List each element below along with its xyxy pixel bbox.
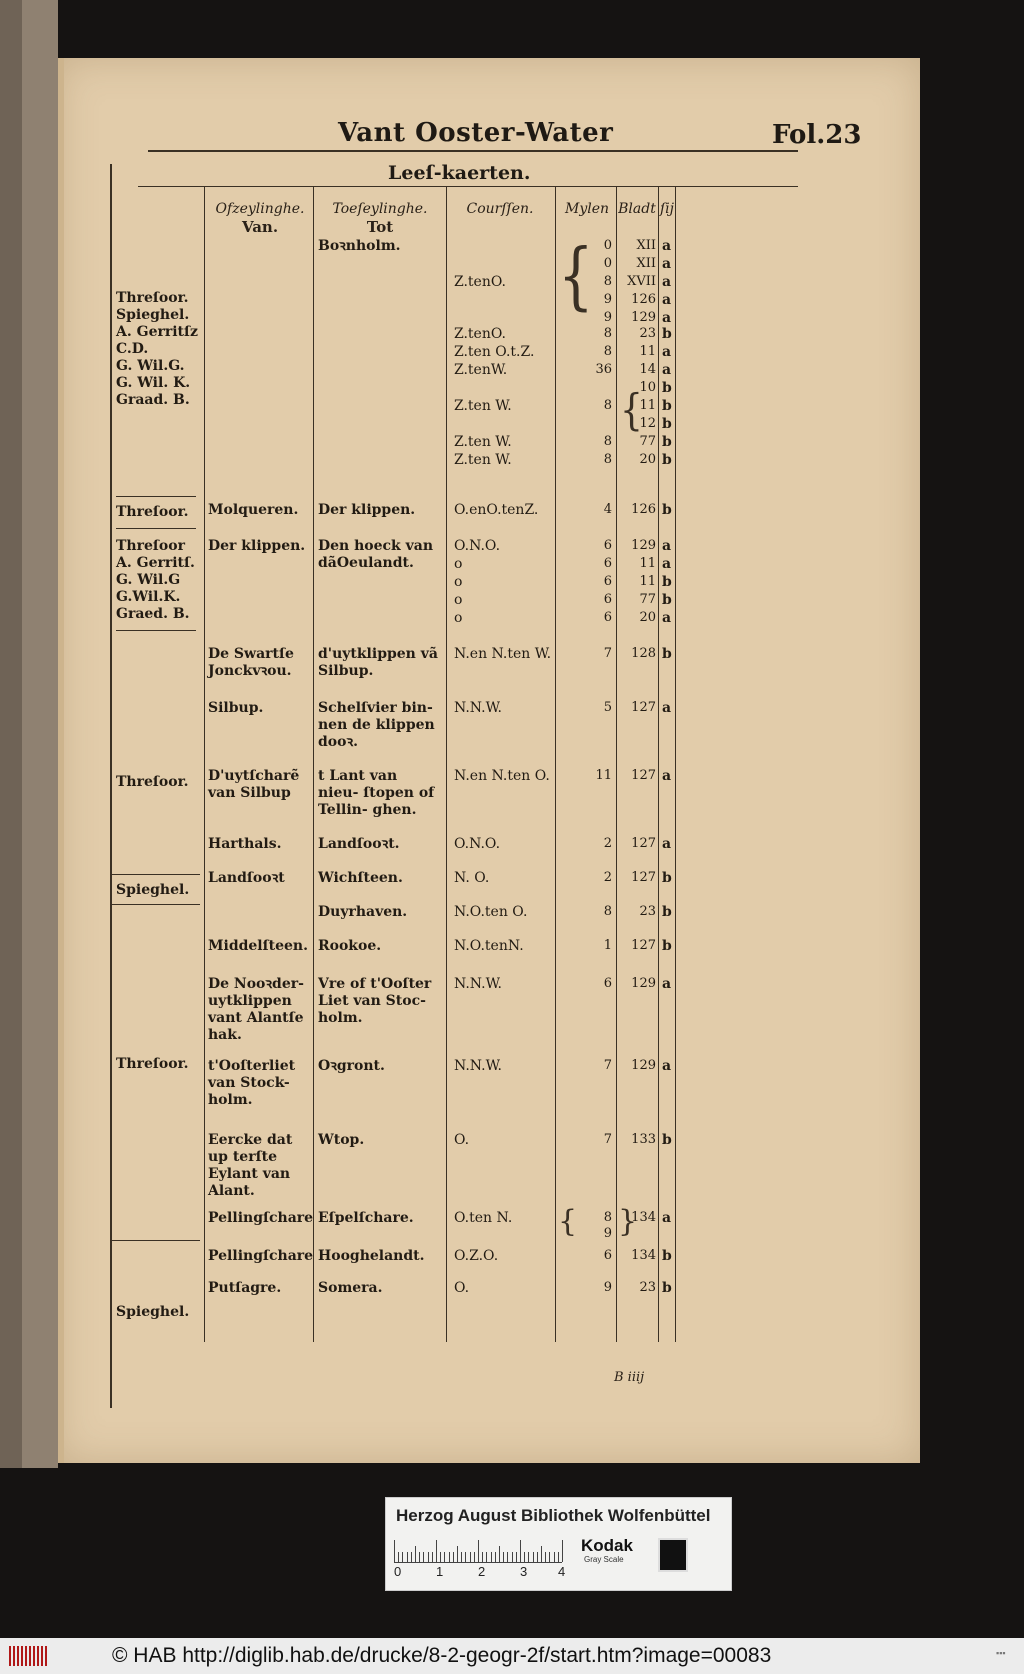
cell-side: a xyxy=(662,1210,672,1226)
cell-sheet: 11 xyxy=(639,556,656,571)
ruler-tick xyxy=(541,1546,542,1562)
cell-course: Z.tenW. xyxy=(454,362,508,378)
cell-course: O. xyxy=(454,1280,470,1296)
ruler-tick xyxy=(461,1552,462,1562)
cell-course: o xyxy=(454,592,463,608)
cell-sheet: 126 xyxy=(631,292,656,307)
col-head-to: Toeſeylinghe. Tot xyxy=(332,201,428,236)
cell-side: a xyxy=(662,274,672,290)
cell-sheet: 126 xyxy=(631,502,656,517)
cell-sheet: 128 xyxy=(631,646,656,661)
cell-side: a xyxy=(662,538,672,554)
cell-sheet: 134 xyxy=(631,1210,656,1225)
cell-to: Den hoeck van dãOeulandt. xyxy=(318,538,434,571)
ruler-tick xyxy=(423,1552,424,1562)
author-block-6: Threſoor. xyxy=(116,1056,189,1072)
cell-sheet: 127 xyxy=(631,768,656,783)
cell-to: Boꝛnholm. xyxy=(318,238,401,254)
cell-from: Landſooꝛt xyxy=(208,870,285,886)
cell-miles: 8 xyxy=(603,904,612,919)
author-block-7: Spieghel. xyxy=(116,1304,190,1320)
book-page: Vant Ooster-Water Fol.23 Leeſ-kaerten. Ofzeylinghe. Van. Toeſeylinghe. Tot Courſſen. Mylen Bladt ſij Threſoor. Spieghel. A. Gerritſz C.D. G. Wil.G. G. Wil. K. Graad. B. Threſoor. Threſoor A. Gerritſ. G. Wil.G G.Wil.K. Graed. B. Threſoor. Spieghel. Threſoor. Spieghel. { { { } Boꝛnholm. 0 XII a 0 XII a Z.tenO. 8 XVII a 9 126 a 9 129 a Z.tenO. 8 23 b Z.ten O.t.Z. 8 11 a Z.tenW. 36 14 a 10 b Z.ten W. 8 11 b 12 b Z.ten W. 8 77 b Z.ten W. 8 20 b Molqueren. Der klippen. O.enO.tenZ. 4 126 b Der klippen. Den hoeck van dãOeulandt. O.N.O. 6 129 a o 6 11 a o 6 11 b o 6 77 b o 6 20 a De Swartſe Jonckvꝛou. d'uytklippen vã Silbup. N.en N.ten W. 7 128 b Silbup. Schelſvier bin- nen de klippen dooꝛ. N.N.W. 5 127 a D'uytſcharẽ van Silbup t Lant van nieu- ſtopen of Tellin- ghen. N.en N.ten O. 11 127 a Harthals. Landſooꝛt. O.N.O. 2 127 a Landſooꝛt Wichſteen. N. O. 2 127 b Duyrhaven. N.O.ten O. 8 23 b Middelſteen. Rookoe. N.O.tenN. 1 127 b De Nooꝛder- uytklippen vant Alantſe hak. Vre of t'Ooſter Liet van Stoc- holm. N.N.W. 6 129 a t'Ooſterliet van Stock- holm. Oꝛgront. N.N.W. 7 129 a Eercke dat up terſte Eylant van Alant. Wtop. O. 7 133 b Pellingſchare Eſpelſchare. O.ten N. 8 9 134 a Pellingſchare Hooghelandt. O.Z.O. 6 134 b Putſagre. Somera. O. 9 23 b B iiij xyxy=(58,58,920,1463)
cell-course: N. O. xyxy=(454,870,490,886)
cell-sheet: 127 xyxy=(631,938,656,953)
cell-from: De Swartſe Jonckvꝛou. xyxy=(208,646,294,679)
cell-miles: 6 xyxy=(603,610,612,625)
col-head-courses: Courſſen. xyxy=(466,201,534,217)
cell-to: Rookoe. xyxy=(318,938,382,954)
page-subtitle: Leeſ-kaerten. xyxy=(388,162,531,184)
archive-color-card: Herzog August Bibliothek Wolfenbüttel 0 1 2 3 4 Kodak Gray Scale xyxy=(385,1497,732,1591)
cell-miles: 8 xyxy=(603,1210,612,1225)
cell-miles: 6 xyxy=(603,538,612,553)
ruler-tick xyxy=(549,1552,550,1562)
cell-miles: 7 xyxy=(603,1132,612,1147)
ruler-tick xyxy=(486,1552,487,1562)
cell-side: a xyxy=(662,768,672,784)
scale-ruler xyxy=(394,1536,562,1563)
ruler-tick xyxy=(474,1552,475,1562)
cell-side: b xyxy=(662,434,672,450)
cell-course: Z.ten W. xyxy=(454,452,512,468)
cell-sheet: 14 xyxy=(639,362,656,377)
cell-sheet: 127 xyxy=(631,870,656,885)
cell-miles: 8 xyxy=(603,274,612,289)
author-block-2: Threſoor. xyxy=(116,504,189,520)
gray-swatch xyxy=(658,1538,688,1572)
cell-side: b xyxy=(662,574,672,590)
cell-miles: 8 xyxy=(603,452,612,467)
cell-side: b xyxy=(662,502,672,518)
cell-miles: 9 xyxy=(603,1280,612,1295)
cell-miles: 5 xyxy=(603,700,612,715)
ruler-tick xyxy=(558,1552,559,1562)
col-head-miles: Mylen xyxy=(564,201,610,217)
cell-from: Pellingſchare xyxy=(208,1210,314,1226)
cell-course: O.ten N. xyxy=(454,1210,513,1226)
cell-side: a xyxy=(662,556,672,572)
cell-to: Duyrhaven. xyxy=(318,904,408,920)
cell-sheet: 23 xyxy=(639,1280,656,1295)
cell-course: Z.ten O.t.Z. xyxy=(454,344,535,360)
cell-miles: 0 xyxy=(603,256,612,271)
col-head-from: Ofzeylinghe. Van. xyxy=(215,201,305,236)
cell-miles: 11 xyxy=(595,768,612,783)
cell-side: b xyxy=(662,938,672,954)
cell-side: a xyxy=(662,256,672,272)
cell-side: a xyxy=(662,344,672,360)
ruler-tick xyxy=(449,1552,450,1562)
ruler-tick xyxy=(512,1552,513,1562)
ruler-tick xyxy=(545,1552,546,1562)
ruler-tick xyxy=(524,1552,525,1562)
ruler-tick xyxy=(415,1546,416,1562)
ruler-tick xyxy=(407,1552,408,1562)
ruler-tick xyxy=(398,1552,399,1562)
ruler-tick xyxy=(453,1552,454,1562)
cell-from: Silbup. xyxy=(208,700,264,716)
cell-course: O. xyxy=(454,1132,470,1148)
cell-course: N.N.W. xyxy=(454,1058,503,1074)
cell-side: a xyxy=(662,836,672,852)
cell-course: N.en N.ten O. xyxy=(454,768,550,784)
ruler-tick xyxy=(478,1540,479,1562)
cell-side: a xyxy=(662,292,672,308)
page-title: Vant Ooster-Water xyxy=(338,118,614,148)
cell-side: b xyxy=(662,592,672,608)
signature-mark: B iiij xyxy=(614,1370,645,1385)
cell-sheet: 11 xyxy=(639,574,656,589)
ruler-tick xyxy=(503,1552,504,1562)
cell-side: b xyxy=(662,326,672,342)
cell-to: Somera. xyxy=(318,1280,383,1296)
cell-course: O.Z.O. xyxy=(454,1248,499,1264)
cell-course: o xyxy=(454,556,463,572)
cell-course: Z.tenO. xyxy=(454,326,506,342)
ruler-tick xyxy=(440,1552,441,1562)
cell-side: b xyxy=(662,1132,672,1148)
ruler-tick xyxy=(444,1552,445,1562)
copyright-link[interactable]: © HAB http://diglib.hab.de/drucke/8-2-geogr-2f/start.htm?image=00083 xyxy=(112,1644,772,1667)
ruler-tick xyxy=(432,1552,433,1562)
cell-sheet: 129 xyxy=(631,310,656,325)
ruler-tick xyxy=(457,1546,458,1562)
cell-course: O.N.O. xyxy=(454,538,501,554)
cell-miles: 9 xyxy=(603,292,612,307)
cell-miles: 9 xyxy=(603,310,612,325)
cell-miles: 6 xyxy=(603,592,612,607)
ruler-tick xyxy=(533,1552,534,1562)
author-block-4: Threſoor. xyxy=(116,774,189,790)
col-head-side: ſij xyxy=(660,201,674,217)
card-title: Herzog August Bibliothek Wolfenbüttel xyxy=(396,1506,711,1525)
cell-to: Vre of t'Ooſter Liet van Stoc- holm. xyxy=(318,976,432,1026)
cell-course: N.O.ten O. xyxy=(454,904,528,920)
cell-sheet: 133 xyxy=(631,1132,656,1147)
cell-to: Oꝛgront. xyxy=(318,1058,385,1074)
cell-miles: 0 xyxy=(603,238,612,253)
cell-side: b xyxy=(662,870,672,886)
cell-side: a xyxy=(662,238,672,254)
book-spine xyxy=(0,0,22,1468)
cell-course: N.N.W. xyxy=(454,976,503,992)
cell-sheet: 129 xyxy=(631,538,656,553)
cell-course: Z.ten W. xyxy=(454,434,512,450)
ruler-tick xyxy=(411,1552,412,1562)
cell-miles: 6 xyxy=(603,556,612,571)
cell-course: Z.tenO. xyxy=(454,274,506,290)
ruler-tick xyxy=(520,1540,521,1562)
ruler-tick xyxy=(491,1552,492,1562)
ruler-tick xyxy=(516,1552,517,1562)
author-block-3: Threſoor A. Gerritſ. G. Wil.G G.Wil.K. Graed. B. xyxy=(116,538,195,622)
kodak-logo: Kodak xyxy=(581,1536,633,1555)
ruler-tick xyxy=(499,1546,500,1562)
ruler-tick xyxy=(507,1552,508,1562)
cell-to: Landſooꝛt. xyxy=(318,836,400,852)
cell-side: a xyxy=(662,976,672,992)
cell-course: Z.ten W. xyxy=(454,398,512,414)
cell-side: a xyxy=(662,310,672,326)
ruler-tick xyxy=(482,1552,483,1562)
cell-miles: 7 xyxy=(603,1058,612,1073)
cell-course: o xyxy=(454,610,463,626)
cell-sheet: XVII xyxy=(627,274,656,289)
ruler-tick xyxy=(528,1552,529,1562)
cell-to: t Lant van nieu- ſtopen of Tellin- ghen. xyxy=(318,768,435,818)
cell-from: Pellingſchare xyxy=(208,1248,314,1264)
ruler-tick xyxy=(495,1552,496,1562)
cell-side: b xyxy=(662,646,672,662)
cell-from: Harthals. xyxy=(208,836,282,852)
cell-from: Middelſteen. xyxy=(208,938,308,954)
cell-miles: 36 xyxy=(595,362,612,377)
cell-miles: 4 xyxy=(603,502,612,517)
cell-side: b xyxy=(662,452,672,468)
ruler-tick xyxy=(562,1540,563,1562)
hab-logo-icon xyxy=(8,1643,48,1669)
cell-from: D'uytſcharẽ van Silbup xyxy=(208,768,300,801)
cell-sheet: 20 xyxy=(639,610,656,625)
cell-course: o xyxy=(454,574,463,590)
author-block-1: Threſoor. Spieghel. A. Gerritſz C.D. G. Wil.G. G. Wil. K. Graad. B. xyxy=(116,290,198,408)
cell-miles: 8 xyxy=(603,398,612,413)
cell-from: Molqueren. xyxy=(208,502,299,518)
cell-side: b xyxy=(662,380,672,396)
ruler-tick xyxy=(402,1552,403,1562)
folio-number: Fol.23 xyxy=(772,120,862,150)
cell-side: b xyxy=(662,398,672,414)
cell-from: Eercke dat up terſte Eylant van Alant. xyxy=(208,1132,293,1199)
cell-miles: 6 xyxy=(603,574,612,589)
cell-to: Eſpelſchare. xyxy=(318,1210,414,1226)
cell-sheet: 11 xyxy=(639,398,656,413)
cell-miles: 6 xyxy=(603,1248,612,1263)
cell-sheet: 127 xyxy=(631,836,656,851)
cell-miles: 8 xyxy=(603,344,612,359)
ruler-tick xyxy=(436,1540,437,1562)
ruler-tick xyxy=(470,1552,471,1562)
cell-sheet: 134 xyxy=(631,1248,656,1263)
cell-sheet: 127 xyxy=(631,700,656,715)
cell-sheet: 23 xyxy=(639,904,656,919)
cell-side: a xyxy=(662,1058,672,1074)
cell-side: a xyxy=(662,610,672,626)
cell-course: O.N.O. xyxy=(454,836,501,852)
cell-miles: 2 xyxy=(603,836,612,851)
cell-from: Der klippen. xyxy=(208,538,306,554)
cell-from: t'Ooſterliet van Stock- holm. xyxy=(208,1058,296,1108)
cell-to: Wichſteen. xyxy=(318,870,403,886)
cell-side: a xyxy=(662,362,672,378)
cell-course: O.enO.tenZ. xyxy=(454,502,539,518)
copyright-bar xyxy=(0,1638,1024,1674)
cell-course: N.O.tenN. xyxy=(454,938,524,954)
status-dots: ▪▪▪ xyxy=(996,1648,1006,1658)
cell-to: d'uytklippen vã Silbup. xyxy=(318,646,438,679)
col-head-sheet: Bladt xyxy=(618,201,656,217)
cell-sheet: 77 xyxy=(639,434,656,449)
cell-sheet: 129 xyxy=(631,976,656,991)
cell-miles: 1 xyxy=(603,938,612,953)
ruler-tick xyxy=(428,1552,429,1562)
cell-side: b xyxy=(662,1280,672,1296)
cell-to: Schelſvier bin- nen de klippen dooꝛ. xyxy=(318,700,435,750)
gray-scale-label: Gray Scale xyxy=(584,1555,624,1564)
cell-miles: 8 xyxy=(603,434,612,449)
cell-to: Der klippen. xyxy=(318,502,416,518)
ruler-tick xyxy=(394,1540,395,1562)
cell-sheet: 11 xyxy=(639,344,656,359)
cell-sheet: 10 xyxy=(639,380,656,395)
cell-sheet: 20 xyxy=(639,452,656,467)
cell-to: Hooghelandt. xyxy=(318,1248,425,1264)
cell-from: Putſagre. xyxy=(208,1280,282,1296)
cell-miles: 8 xyxy=(603,326,612,341)
cell-course: N.N.W. xyxy=(454,700,503,716)
cell-side: b xyxy=(662,904,672,920)
ruler-tick xyxy=(537,1552,538,1562)
cell-course: N.en N.ten W. xyxy=(454,646,552,662)
cell-side: b xyxy=(662,416,672,432)
cell-sheet: 129 xyxy=(631,1058,656,1073)
ruler-tick xyxy=(554,1552,555,1562)
cell-sheet: 12 xyxy=(639,416,656,431)
ruler-tick xyxy=(419,1552,420,1562)
cell-miles: 7 xyxy=(603,646,612,661)
cell-sheet: XII xyxy=(636,238,656,253)
cell-from: De Nooꝛder- uytklippen vant Alantſe hak. xyxy=(208,976,304,1043)
author-block-5: Spieghel. xyxy=(116,882,190,898)
cell-miles: 9 xyxy=(603,1226,612,1241)
cell-miles: 6 xyxy=(603,976,612,991)
cell-to: Wtop. xyxy=(318,1132,365,1148)
cell-sheet: 77 xyxy=(639,592,656,607)
cell-side: b xyxy=(662,1248,672,1264)
cell-sheet: XII xyxy=(636,256,656,271)
ruler-tick xyxy=(465,1552,466,1562)
cell-sheet: 23 xyxy=(639,326,656,341)
cell-side: a xyxy=(662,700,672,716)
cell-miles: 2 xyxy=(603,870,612,885)
